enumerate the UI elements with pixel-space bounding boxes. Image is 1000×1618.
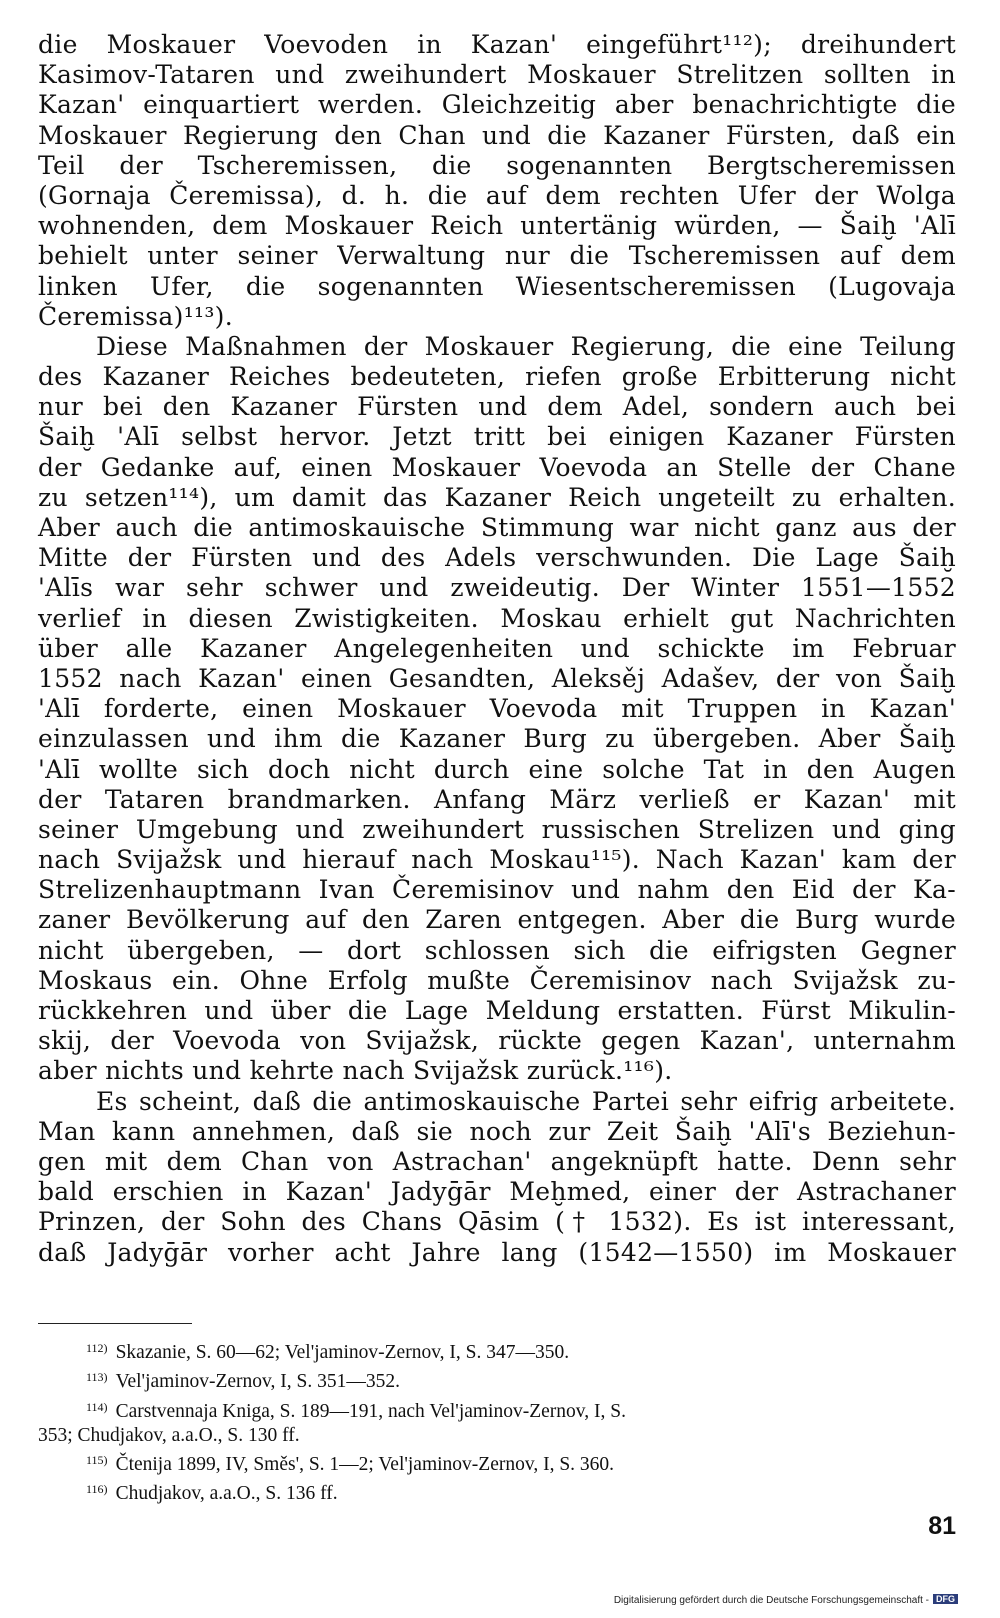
- text-line: über alle Kazaner Angelegenheiten und schickte im Februar: [38, 633, 956, 663]
- footnote: [38, 1395, 956, 1424]
- text-line: seiner Umgebung und zweihundert russischen Strelizen und ging: [38, 814, 956, 844]
- text-line: nur bei den Kazaner Fürsten und dem Adel, sondern auch bei: [38, 392, 956, 422]
- footnote-divider: [38, 1323, 192, 1324]
- text-line: Strelizenhauptmann Ivan Čeremisinov und nahm den Eid der Ka-: [38, 875, 956, 905]
- footnote-number: 116): [86, 1482, 108, 1497]
- footnote-number: 112): [86, 1341, 108, 1355]
- footnote-text: 353; Chudjakov, a.a.O., S. 130 ff.: [38, 1424, 300, 1446]
- text-line: Šaiḫ 'Alī selbst hervor. Jetzt tritt bei einigen Kazaner Fürsten: [38, 422, 956, 452]
- text-line: skij, der Voevoda von Svijažsk, rückte gegen Kazan', unternahm: [38, 1026, 956, 1056]
- text-line: (Gornaja Čeremissa), d. h. die auf dem rechten Ufer der Wolga: [38, 180, 956, 210]
- text-line: des Kazaner Reiches bedeuteten, riefen große Erbitterung nicht: [38, 362, 956, 392]
- footnote-text: Chudjakov, a.a.O., S. 136 ff.: [115, 1483, 338, 1505]
- footnote: [38, 1477, 956, 1506]
- footnote-number: 114): [86, 1399, 108, 1414]
- text-line: die Moskauer Voevoden in Kazan' eingeführt¹¹²); dreihundert: [38, 30, 956, 59]
- text-line: daß Jadyḡār vorher acht Jahre lang (1542—1550) im Moskauer: [38, 1237, 956, 1267]
- dfg-logo: DFG: [933, 1594, 958, 1604]
- footnote: [38, 1448, 956, 1477]
- footnote-number: 113): [86, 1370, 108, 1385]
- text-line: Kasimov-Tataren und zweihundert Moskauer Strelitzen sollten in: [38, 60, 956, 90]
- text-line: rückkehren und über die Lage Meldung erstatten. Fürst Mikulin-: [38, 996, 956, 1025]
- text-line: Diese Maßnahmen der Moskauer Regierung, die eine Teilung: [96, 331, 956, 361]
- text-line: aber nichts und kehrte nach Svijažsk zurück.¹¹⁶).: [38, 1056, 673, 1086]
- main-text: [38, 30, 956, 1268]
- text-line: zaner Bevölkerung auf den Zaren entgegen. Aber die Burg wurde: [38, 905, 956, 935]
- page-number: 81: [928, 1512, 956, 1540]
- text-line: der Tataren brandmarken. Anfang März verließ er Kazan' mit: [38, 784, 956, 814]
- text-line: Moskauer Regierung den Chan und die Kazaner Fürsten, daß ein: [38, 120, 956, 150]
- text-line: Es scheint, daß die antimoskauische Partei sehr eifrig arbeitete.: [96, 1086, 956, 1116]
- text-line: Kazan' einquartiert werden. Gleichzeitig aber benachrichtigte die: [38, 90, 956, 120]
- text-line: 'Alī wollte sich doch nicht durch eine solche Tat in den Augen: [38, 754, 956, 784]
- digitization-credit-text: Digitalisierung gefördert durch die Deutsche Forschungsgemeinschaft -: [613, 1595, 929, 1606]
- text-line: der Gedanke auf, einen Moskauer Voevoda an Stelle der Chane: [38, 452, 956, 482]
- footnote: [38, 1424, 956, 1448]
- text-line: Prinzen, der Sohn des Chans Qāsim († 1532). Es ist interessant,: [38, 1207, 956, 1237]
- text-line: behielt unter seiner Verwaltung nur die Tscheremissen auf dem: [38, 241, 956, 271]
- text-line: 1552 nach Kazan' einen Gesandten, Aleksěj Adašev, der von Šaiḫ: [38, 663, 956, 693]
- footnotes: [38, 1336, 956, 1507]
- text-line: Teil der Tscheremissen, die sogenannten Bergtscheremissen: [38, 150, 956, 180]
- footnote: [38, 1336, 956, 1365]
- footnote: [38, 1365, 956, 1394]
- footnote-text: Čtenija 1899, IV, Směs', S. 1—2; Vel'jaminov-Zernov, I, S. 360.: [115, 1454, 615, 1476]
- footnote-text: Skazanie, S. 60—62; Vel'jaminov-Zernov, I, S. 347—350.: [115, 1342, 570, 1363]
- footnote-number: 115): [86, 1453, 108, 1468]
- text-line: Moskaus ein. Ohne Erfolg mußte Čeremisinov nach Svijažsk zu-: [38, 965, 956, 995]
- text-line: einzulassen und ihm die Kazaner Burg zu übergeben. Aber Šaiḫ: [38, 724, 956, 754]
- text-line: Mitte der Fürsten und des Adels verschwunden. Die Lage Šaiḫ: [38, 543, 956, 573]
- text-line: gen mit dem Chan von Astrachan' angeknüpft hatte. Denn sehr: [38, 1146, 956, 1176]
- text-line: 'Alī forderte, einen Moskauer Voevoda mit Truppen in Kazan': [38, 694, 956, 724]
- text-line: linken Ufer, die sogenannten Wiesentscheremissen (Lugovaja: [38, 271, 956, 301]
- footnote-text: Carstvennaja Kniga, S. 189—191, nach Vel'jaminov-Zernov, I, S.: [115, 1400, 626, 1422]
- text-line: nach Svijažsk und hierauf nach Moskau¹¹⁵). Nach Kazan' kam der: [38, 845, 956, 875]
- text-line: Aber auch die antimoskauische Stimmung war nicht ganz aus der: [38, 513, 956, 542]
- text-line: nicht übergeben, — dort schlossen sich die eifrigsten Gegner: [38, 935, 956, 965]
- text-line: bald erschien in Kazan' Jadyḡār Meḫmed, einer der Astrachaner: [38, 1177, 956, 1207]
- text-line: zu setzen¹¹⁴), um damit das Kazaner Reich ungeteilt zu erhalten.: [38, 482, 956, 512]
- text-line: 'Alīs war sehr schwer und zweideutig. Der Winter 1551—1552: [38, 573, 956, 603]
- text-line: Man kann annehmen, daß sie noch zur Zeit Šaiḫ 'Alī's Beziehun-: [38, 1116, 956, 1146]
- text-line: verlief in diesen Zwistigkeiten. Moskau erhielt gut Nachrichten: [38, 603, 956, 633]
- digitization-credit: [614, 1594, 958, 1606]
- footnote-text: Vel'jaminov-Zernov, I, S. 351—352.: [115, 1371, 400, 1393]
- text-line: Čeremissa)¹¹³).: [38, 301, 233, 331]
- text-line: wohnenden, dem Moskauer Reich untertänig würden, — Šaiḫ 'Alī: [38, 211, 956, 241]
